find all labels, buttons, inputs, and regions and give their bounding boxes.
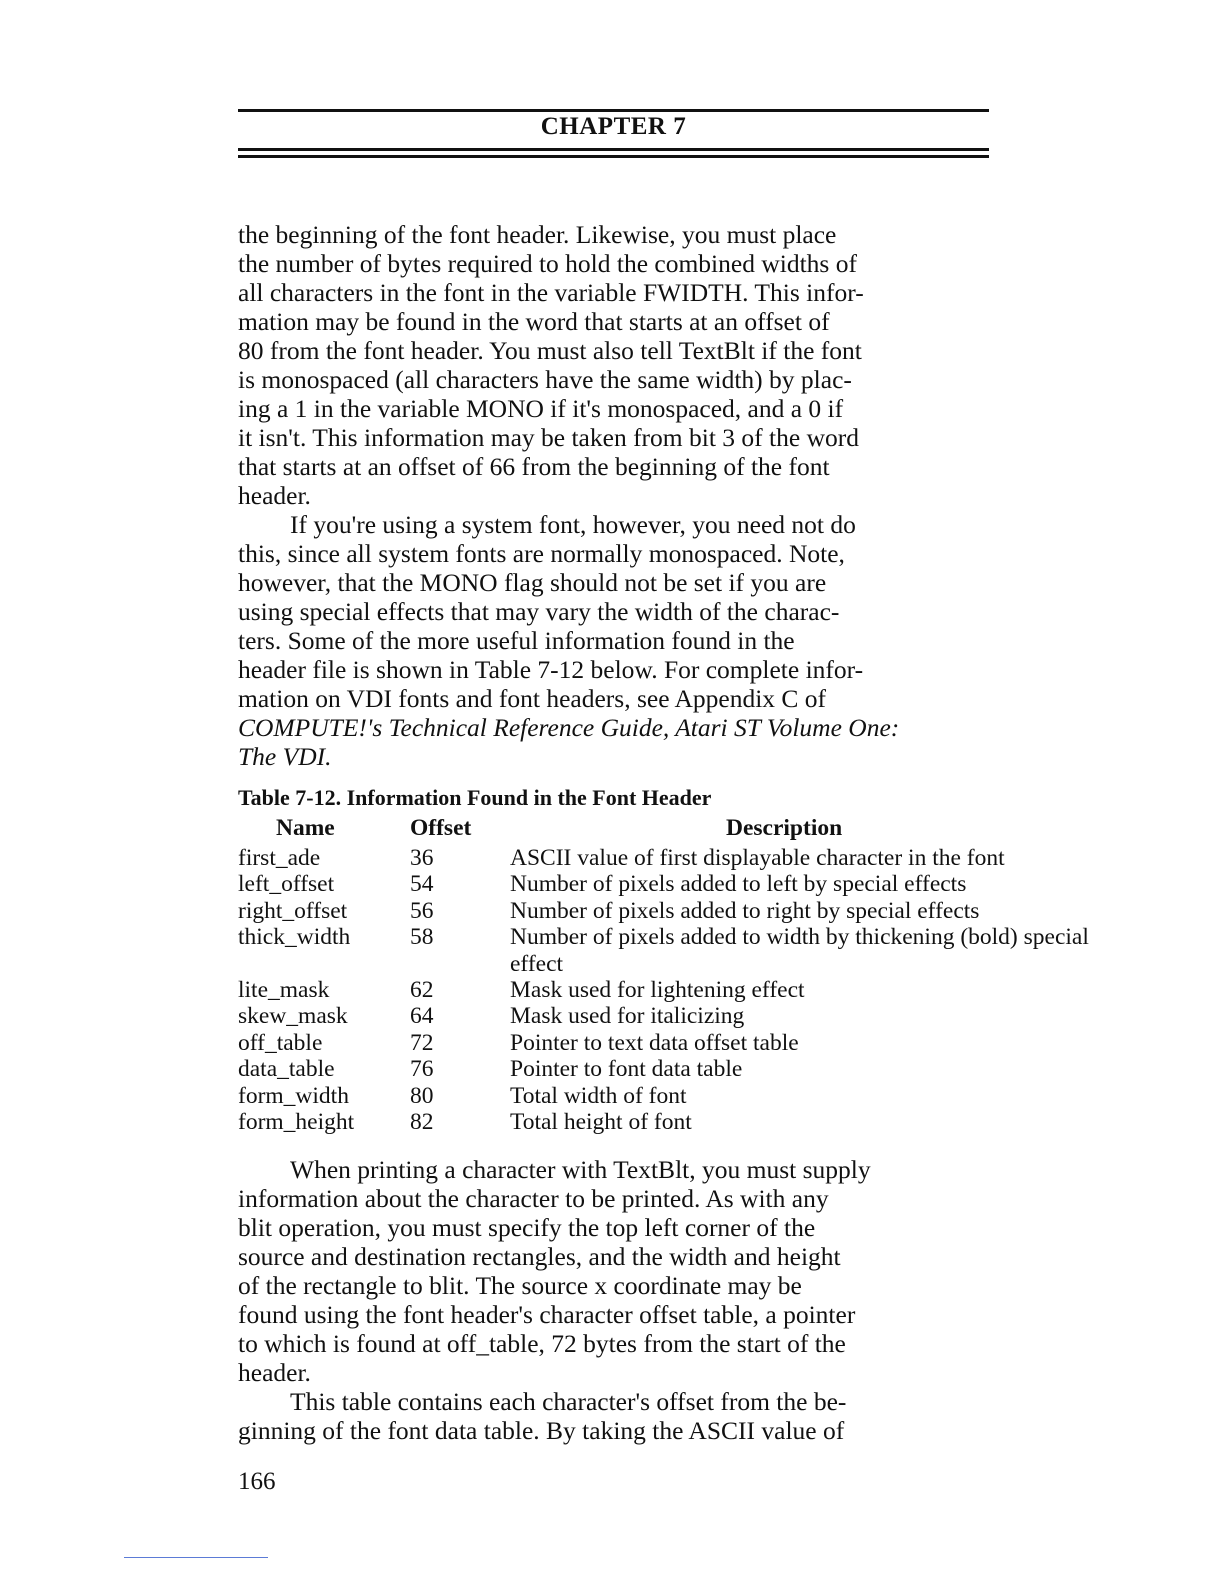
paragraph-1 [238,220,998,510]
text-line: blit operation, you must specify the top left corner of the [238,1213,816,1242]
text-line: is monospaced (all characters have the same width) by plac- [238,365,852,394]
cell-description: Mask used for italicizing [510,1003,745,1030]
header-rule-bottom-1 [238,148,989,151]
text-line: When printing a character with TextBlt, you must supply [290,1155,871,1184]
text-line: the number of bytes required to hold the combined widths of [238,249,857,278]
cell-description: Total height of font [510,1109,692,1136]
table-header-row [238,815,1118,845]
cell-name: right_offset [238,897,348,924]
text-line: this, since all system fonts are normally monospaced. Note, [238,539,845,568]
cell-description: Pointer to text data offset table [510,1029,799,1056]
table-row [238,1109,1118,1135]
cell-name: form_height [238,1109,355,1136]
text-line: all characters in the font in the variable FWIDTH. This infor- [238,278,864,307]
table-row [238,1030,1118,1056]
cell-description: Pointer to font data table [510,1056,743,1083]
cell-name: data_table [238,1056,335,1083]
table-row [238,845,1118,871]
text-line: 80 from the font header. You must also tell TextBlt if the font [238,336,862,365]
cell-name: first_ade [238,845,321,871]
cell-offset: 82 [410,1109,434,1136]
chapter-heading: CHAPTER 7 [540,113,687,140]
text-line: to which is found at off_table, 72 bytes from the start of the [238,1329,846,1358]
cell-name: form_width [238,1082,349,1109]
text-line: header. [238,481,311,510]
cell-offset: 76 [410,1056,434,1083]
column-header-name: Name [276,815,335,841]
text-line: of the rectangle to blit. The source x coordinate may be [238,1271,802,1300]
text-line: that starts at an offset of 66 from the beginning of the font [238,452,830,481]
column-header-offset: Offset [410,815,472,841]
cell-offset: 56 [410,897,434,924]
font-header-table [238,815,1118,1135]
table-row [238,977,1118,1003]
paragraph-2 [238,510,998,771]
column-header-description: Description [726,815,843,841]
text-line: the beginning of the font header. Likewise, you must place [238,220,837,249]
cell-offset: 58 [410,924,434,951]
table-row [238,1083,1118,1109]
table-title: Table 7-12. Information Found in the Font Header [238,785,712,810]
table-row [238,1003,1118,1029]
cell-description: Mask used for lightening effect [510,977,805,1004]
text-line: header file is shown in Table 7-12 below. For complete infor- [238,655,864,684]
cell-offset: 72 [410,1029,434,1056]
cell-name: skew_mask [238,1003,348,1030]
page-number: 166 [238,1468,276,1495]
text-line: information about the character to be printed. As with any [238,1184,829,1213]
cell-offset: 80 [410,1082,434,1109]
paragraph-3 [238,1155,998,1445]
table-row [238,871,1118,897]
table-row [238,1056,1118,1082]
text-line: If you're using a system font, however, you need not do [290,510,856,539]
text-line: mation on VDI fonts and font headers, see Appendix C of [238,684,827,713]
text-line: This table contains each character's offset from the be- [290,1387,847,1416]
text-line: using special effects that may vary the width of the charac- [238,597,840,626]
cell-description: ASCII value of first displayable character in the font [510,845,1005,871]
text-line: ing a 1 in the variable MONO if it's monospaced, and a 0 if [238,394,844,423]
text-line: ters. Some of the more useful information found in the [238,626,795,655]
cell-description: Total width of font [510,1082,687,1109]
table-row [238,924,1118,977]
header-rule-top [238,109,989,112]
cell-offset: 54 [410,871,434,898]
text-line: however, that the MONO flag should not be set if you are [238,568,827,597]
cell-name: thick_width [238,924,351,951]
text-line: header. [238,1358,311,1387]
text-line: source and destination rectangles, and the width and height [238,1242,841,1271]
text-line: it isn't. This information may be taken from bit 3 of the word [238,423,859,452]
scan-edge-line [124,1557,268,1558]
text-line: mation may be found in the word that starts at an offset of [238,307,830,336]
cell-name: lite_mask [238,977,330,1004]
cell-description: Number of pixels added to left by special effects [510,871,967,898]
cell-description: Number of pixels added to width by thickening (bold) special effect [510,924,1089,977]
citation-line: COMPUTE!'s Technical Reference Guide, Atari ST Volume One: [238,713,900,742]
citation-line: The VDI. [238,742,332,771]
header-rule-bottom-2 [238,155,989,158]
cell-description: Number of pixels added to right by special effects [510,897,980,924]
table-body [238,845,1118,1135]
cell-offset: 36 [410,845,434,871]
cell-name: left_offset [238,871,335,898]
cell-offset: 62 [410,977,434,1004]
cell-name: off_table [238,1029,323,1056]
cell-offset: 64 [410,1003,434,1030]
text-line: ginning of the font data table. By taking the ASCII value of [238,1416,845,1445]
text-line: found using the font header's character offset table, a pointer [238,1300,856,1329]
table-row [238,898,1118,924]
